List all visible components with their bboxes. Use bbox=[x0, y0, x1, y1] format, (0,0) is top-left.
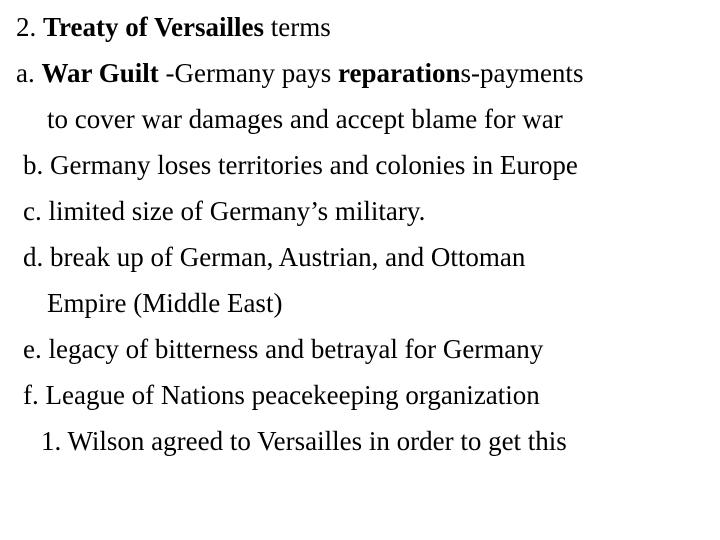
item-d-line-1: d. break up of German, Austrian, and Ottoman bbox=[23, 242, 526, 272]
item-a-text-1: -Germany pays bbox=[158, 58, 338, 88]
item-a-letter: a. bbox=[16, 58, 42, 88]
item-a-line-2: to cover war damages and accept blame for war bbox=[47, 104, 563, 134]
item-f-subitem-1: 1. Wilson agreed to Versailles in order to get this bbox=[41, 426, 567, 456]
item-b: b. Germany loses territories and colonies in Europe bbox=[23, 150, 578, 180]
item-c: c. limited size of Germany’s military. bbox=[23, 196, 426, 226]
item-d-line-2: Empire (Middle East) bbox=[47, 288, 283, 318]
heading-number: 2. bbox=[16, 12, 43, 42]
item-a-text-2: s-payments bbox=[460, 58, 584, 88]
item-a-reparations: reparation bbox=[337, 58, 461, 88]
item-a-line-1 bbox=[16, 58, 583, 88]
heading-bold-title: Treaty of Versailles bbox=[43, 12, 264, 42]
item-f: f. League of Nations peacekeeping organization bbox=[23, 380, 540, 410]
heading-treaty-terms bbox=[16, 12, 331, 42]
item-e: e. legacy of bitterness and betrayal for Germany bbox=[23, 334, 544, 364]
heading-suffix: terms bbox=[263, 12, 331, 42]
item-a-war-guilt: War Guilt bbox=[41, 58, 159, 88]
